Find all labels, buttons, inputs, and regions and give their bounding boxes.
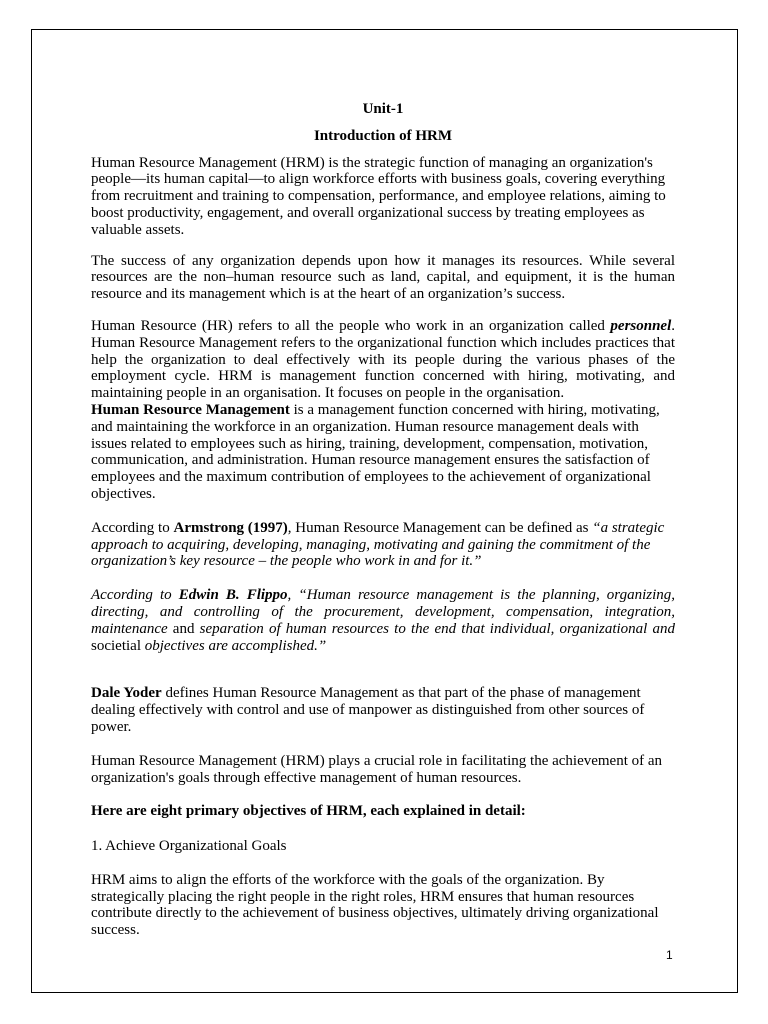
paragraph-hrm-function (91, 402, 675, 503)
text-segment: According to (91, 587, 179, 604)
author-armstrong: Armstrong (1997) (173, 519, 288, 536)
armstrong-quote: “a strategic approach to acquiring, developing, managing, motivating and gaining the commitment of the organization’s key resource – the people who work in and for it.” (91, 519, 665, 570)
text-segment: , Human Resource Management can be defined as (287, 519, 593, 536)
flippo-quote-part3: objectives are accomplished.” (144, 637, 327, 654)
section-title: Introduction of HRM (313, 127, 453, 144)
flippo-quote-part1: , “Human resource management is the planning, organizing, directing, and controlling of the procurement, development, compensation, integration, maintenance (91, 587, 675, 637)
paragraph-hrm-role: Human Resource Management (HRM) plays a crucial role in facilitating the achievement of an organization's goals through effective management of human resources. (91, 752, 663, 786)
text-segment: defines Human Resource Management as that part of the phase of management dealing effectively with control and use of manpower as distinguished from other sources of power. (91, 685, 645, 735)
paragraph-dale-yoder (91, 685, 675, 735)
author-flippo: Edwin B. Flippo (178, 587, 288, 604)
bold-term: Human Resource Management (91, 401, 290, 418)
paragraph-hrm-definition: Human Resource Management (HRM) is the strategic function of managing an organization's people—its human capital—to align workforce efforts with business goals, covering everything from recruitment and training to compensation, performance, and employee relations, aiming to boost productivity, engagement, and overall organizational success by treating employees as valuable assets. (91, 154, 666, 238)
text-segment: According to (91, 519, 174, 536)
personnel-emphasis: personnel (610, 317, 672, 334)
paragraph-hr-personnel (91, 318, 675, 402)
objective-1-title: 1. Achieve Organizational Goals (91, 838, 287, 855)
paragraph-armstrong (91, 520, 675, 570)
text-segment: . Human Resource Management refers to the organizational function which includes practices that help the organization to deal effectively with its people during the various phases of the employment cycle. HRM is management function concerned with hiring, motivating, and maintaining people in an organisation. It focuses on people in the organisation. (91, 317, 675, 402)
text-segment: is a management function concerned with hiring, motivating, and maintaining the workforce in an organization. Human resource management deals with issues related to employees such as hiring, training, development, compensation, motivation, communication, and administration. Human resource management ensures the satisfaction of employees and the maximum contribution of employees to the achievement of organizational objectives. (91, 401, 660, 502)
paragraph-success: The success of any organization depends upon how it manages its resources. While several resources are the non–human resource such as land, capital, and equipment, it is the human resource and its management which is at the heart of an organization’s success. (91, 252, 675, 303)
text-segment: Human Resource (HR) refers to all the people who work in an organization called (91, 317, 611, 334)
objective-1-description: HRM aims to align the efforts of the workforce with the goals of the organization. By strategically placing the right people in the right roles, HRM ensures that human resources contribute directly to the achievement of business objectives, ultimately driving organizational success. (91, 871, 659, 939)
flippo-quote-part2: separation of human resources to the end that individual, organizational and (199, 620, 675, 637)
page-number: 1 (666, 948, 673, 962)
paragraph-flippo (91, 587, 675, 654)
document-body (91, 100, 675, 939)
unit-title: Unit-1 (362, 101, 404, 117)
text-segment: and (167, 620, 200, 637)
objectives-heading: Here are eight primary objectives of HRM, each explained in detail: (91, 803, 526, 820)
author-dale-yoder: Dale Yoder (91, 685, 162, 702)
text-segment: societial (91, 637, 145, 654)
